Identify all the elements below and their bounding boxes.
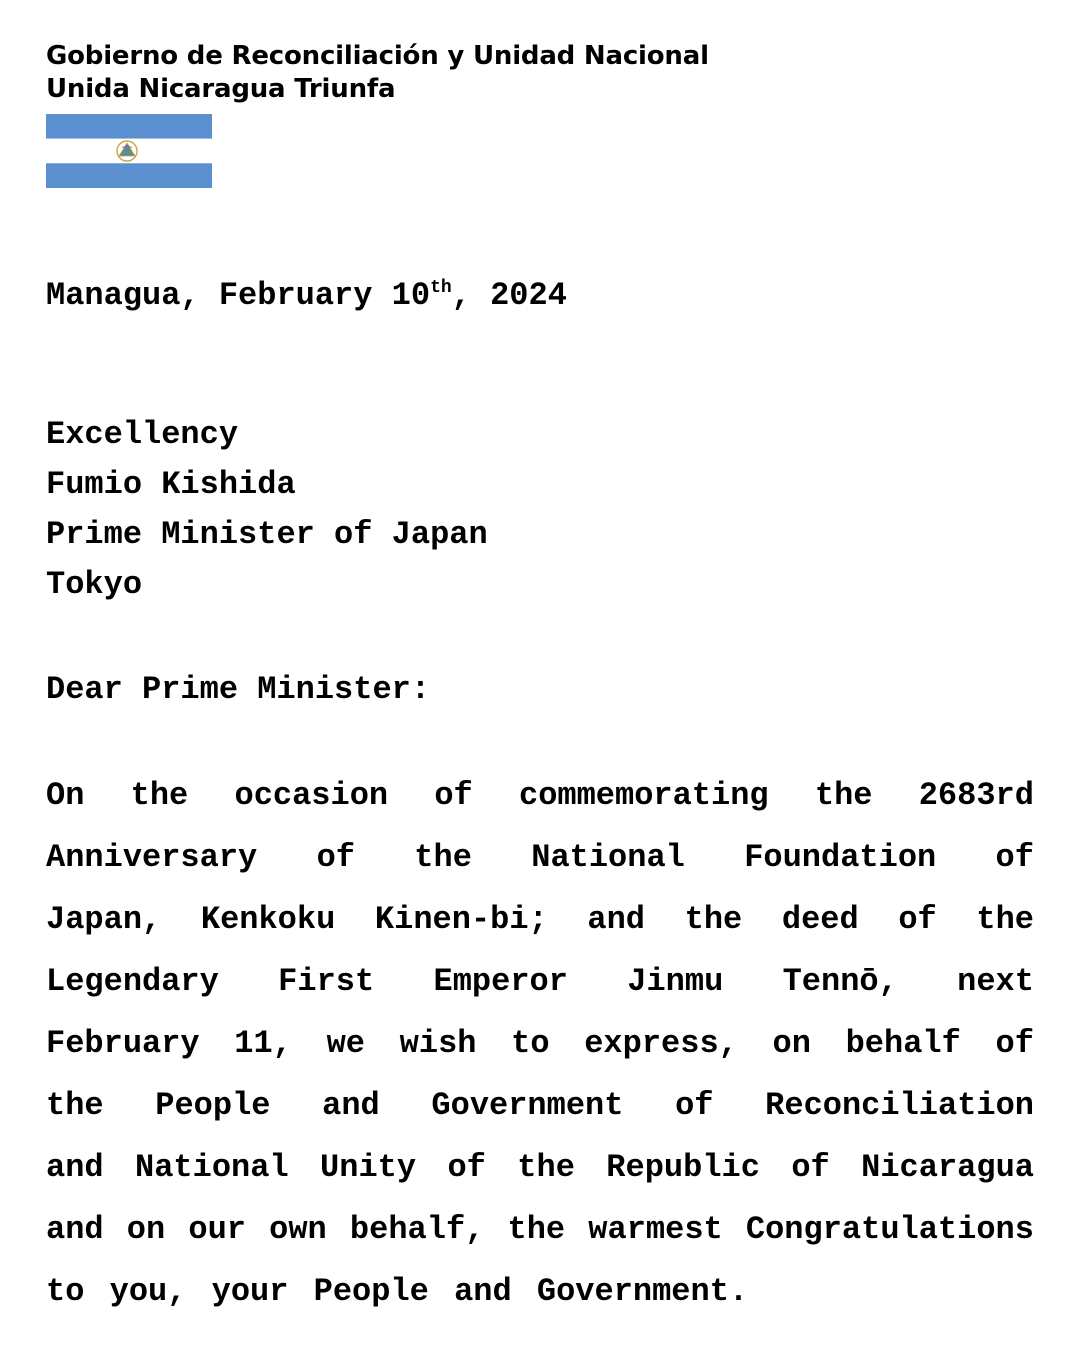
body-word: the: [414, 839, 472, 876]
addressee-position: Prime Minister of Japan: [46, 516, 488, 553]
body-word: Reconciliation: [765, 1087, 1034, 1124]
flag-top-stripe: [46, 114, 212, 139]
body-word: the: [507, 1211, 566, 1248]
body-word: Foundation: [744, 839, 937, 876]
body-word: our: [188, 1211, 246, 1248]
body-line: [46, 960, 1034, 1022]
body-line: [46, 774, 1034, 836]
body-word: the: [684, 901, 743, 938]
body-word: occasion: [234, 777, 389, 814]
body-word: the: [130, 777, 189, 814]
body-word: Kenkoku: [200, 901, 336, 938]
body-word: Jinmu: [627, 963, 724, 1000]
body-word: 2683rd: [918, 777, 1034, 814]
body-word: and: [46, 1149, 104, 1186]
body-word: to: [511, 1025, 550, 1062]
body-line: [46, 1084, 1034, 1146]
body-word: Anniversary: [46, 839, 258, 876]
body-word: the: [46, 1087, 104, 1124]
body-word: the: [517, 1149, 575, 1186]
body-word: of: [447, 1149, 486, 1186]
body-word: Legendary: [46, 963, 219, 1000]
nicaragua-flag-icon: [46, 114, 212, 188]
date-prefix: Managua, February 10: [46, 277, 431, 314]
body-word: Unity: [320, 1149, 417, 1186]
addressee-city: Tokyo: [46, 566, 143, 603]
body-word: Congratulations: [745, 1211, 1034, 1248]
body-line: [46, 1022, 1034, 1084]
government-name: Gobierno de Reconciliación y Unidad Nacional: [46, 41, 709, 71]
body-word: Nicaragua: [861, 1149, 1034, 1186]
body-word: of: [995, 839, 1034, 876]
date-suffix: , 2024: [451, 277, 567, 314]
body-line: [46, 1208, 1034, 1270]
body-word: Government: [431, 1087, 624, 1124]
addressee-block: [46, 410, 488, 610]
body-word: deed: [781, 901, 859, 938]
body-word: the: [814, 777, 873, 814]
flag-bottom-stripe: [46, 163, 212, 188]
body-line: [46, 898, 1034, 960]
body-word: Japan,: [46, 901, 162, 938]
letterhead: [46, 40, 709, 106]
letter-body: [46, 774, 1034, 1332]
body-word: On: [46, 777, 85, 814]
body-word: express,: [584, 1025, 738, 1062]
government-motto: Unida Nicaragua Triunfa: [46, 74, 396, 104]
body-line: [46, 1146, 1034, 1208]
body-word: and: [322, 1087, 380, 1124]
body-word: next: [957, 963, 1034, 1000]
letter-date: [46, 276, 567, 316]
body-word: National: [531, 839, 685, 876]
body-word: we: [326, 1025, 365, 1062]
body-word: of: [675, 1087, 714, 1124]
body-word: warmest: [588, 1211, 723, 1248]
body-word: of: [434, 777, 473, 814]
body-word: on: [772, 1025, 811, 1062]
date-ordinal: th: [430, 278, 452, 298]
body-line-text: to you, your People and Government.: [46, 1273, 749, 1310]
body-word: of: [791, 1149, 830, 1186]
body-word: on: [126, 1211, 166, 1248]
body-word: behalf,: [349, 1211, 485, 1248]
body-word: and: [587, 901, 645, 938]
body-line: [46, 1270, 1034, 1332]
body-word: 11,: [234, 1025, 292, 1062]
body-word: People: [155, 1087, 271, 1124]
addressee-title: Excellency: [46, 416, 239, 453]
body-word: wish: [399, 1025, 477, 1062]
salutation: Dear Prime Minister:: [46, 671, 431, 708]
body-word: National: [135, 1149, 289, 1186]
body-word: own: [269, 1211, 327, 1248]
body-word: and: [46, 1211, 104, 1248]
body-word: of: [898, 901, 937, 938]
body-word: Tennō,: [782, 963, 898, 1000]
body-word: February: [46, 1025, 200, 1062]
body-line: [46, 836, 1034, 898]
body-word: behalf: [845, 1025, 961, 1062]
body-word: Kinen-bi;: [374, 901, 548, 938]
addressee-name: Fumio Kishida: [46, 466, 296, 503]
body-word: of: [316, 839, 355, 876]
body-word: Republic: [606, 1149, 760, 1186]
body-word: Emperor: [433, 963, 568, 1000]
body-word: the: [976, 901, 1034, 938]
body-word: commemorating: [518, 777, 769, 814]
body-word: of: [995, 1025, 1034, 1062]
body-word: First: [278, 963, 375, 1000]
